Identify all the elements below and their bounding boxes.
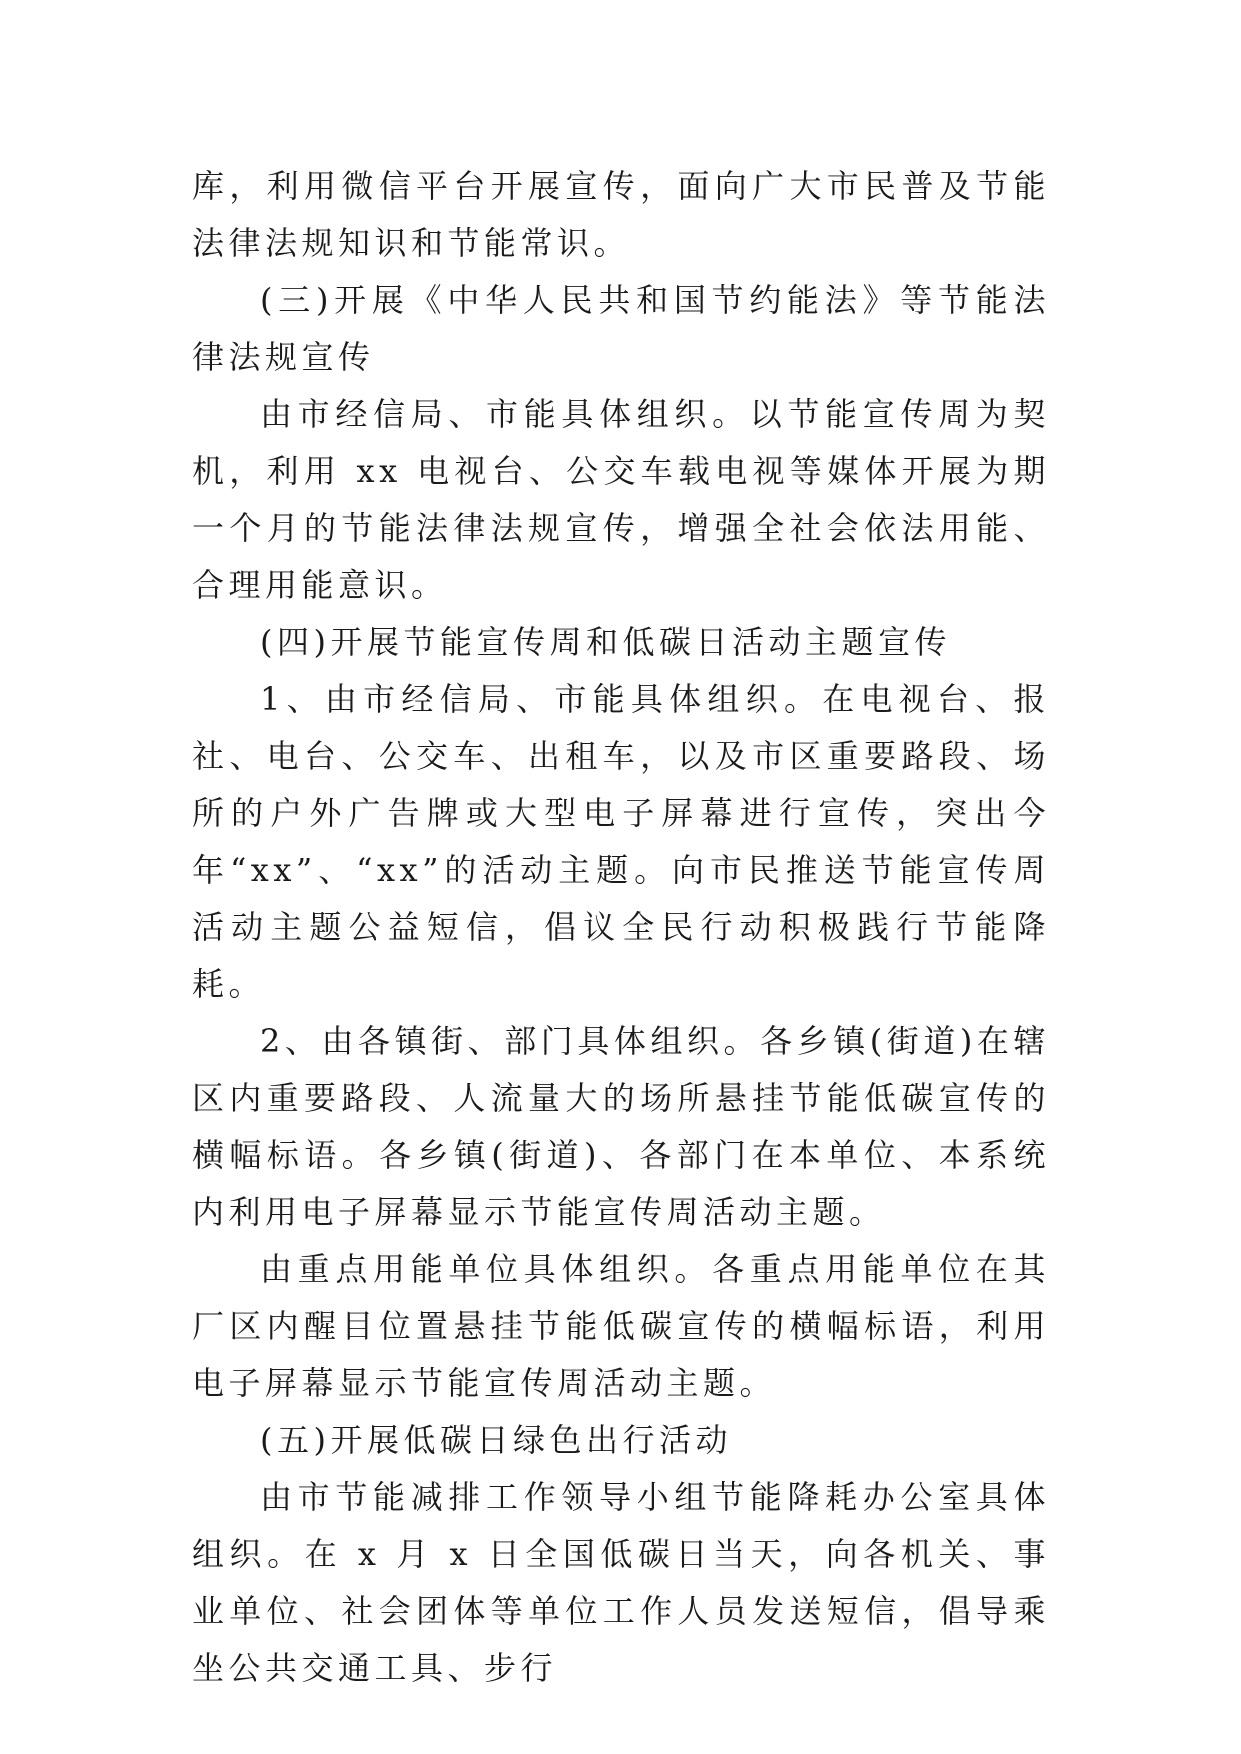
section-heading-4: (四)开展节能宣传周和低碳日活动主题宣传 bbox=[260, 623, 951, 661]
paragraph: 由市经信局、市能具体组织。以节能宣传周为契机，利用 xx 电视台、公交车载电视等媒体开展为期一个月的节能法律法规宣传，增强全社会依法用能、合理用能意识。 bbox=[192, 395, 1050, 604]
paragraph-item-2: 2、由各镇街、部门具体组织。各乡镇(街道)在辖区内重要路段、人流量大的场所悬挂节能低碳宣传的横幅标语。各乡镇(街道)、各部门在本单位、本系统内利用电子屏幕显示节能宣传周活动主题。 bbox=[192, 1022, 1050, 1231]
section-heading-5: (五)开展低碳日绿色出行活动 bbox=[260, 1421, 732, 1459]
paragraph: 由市节能减排工作领导小组节能降耗办公室具体组织。在 x 月 x 日全国低碳日当天，向各机关、事业单位、社会团体等单位工作人员发送短信，倡导乘坐公共交通工具、步行 bbox=[192, 1478, 1050, 1687]
paragraph-item-1: 1、由市经信局、市能具体组织。在电视台、报社、电台、公交车、出租车，以及市区重要路段、场所的户外广告牌或大型电子屏幕进行宣传，突出今年“xx”、“xx”的活动主题。向市民推送节能宣传周活动主题公益短信，倡议全民行动积极践行节能降耗。 bbox=[192, 680, 1050, 1003]
paragraph: 由重点用能单位具体组织。各重点用能单位在其厂区内醒目位置悬挂节能低碳宣传的横幅标语，利用电子屏幕显示节能宣传周活动主题。 bbox=[192, 1250, 1050, 1402]
paragraph-continuation: 库，利用微信平台开展宣传，面向广大市民普及节能法律法规知识和节能常识。 bbox=[192, 167, 1050, 262]
section-heading-3: (三)开展《中华人民共和国节约能法》等节能法律法规宣传 bbox=[192, 281, 1050, 376]
document-body bbox=[192, 158, 1050, 1697]
